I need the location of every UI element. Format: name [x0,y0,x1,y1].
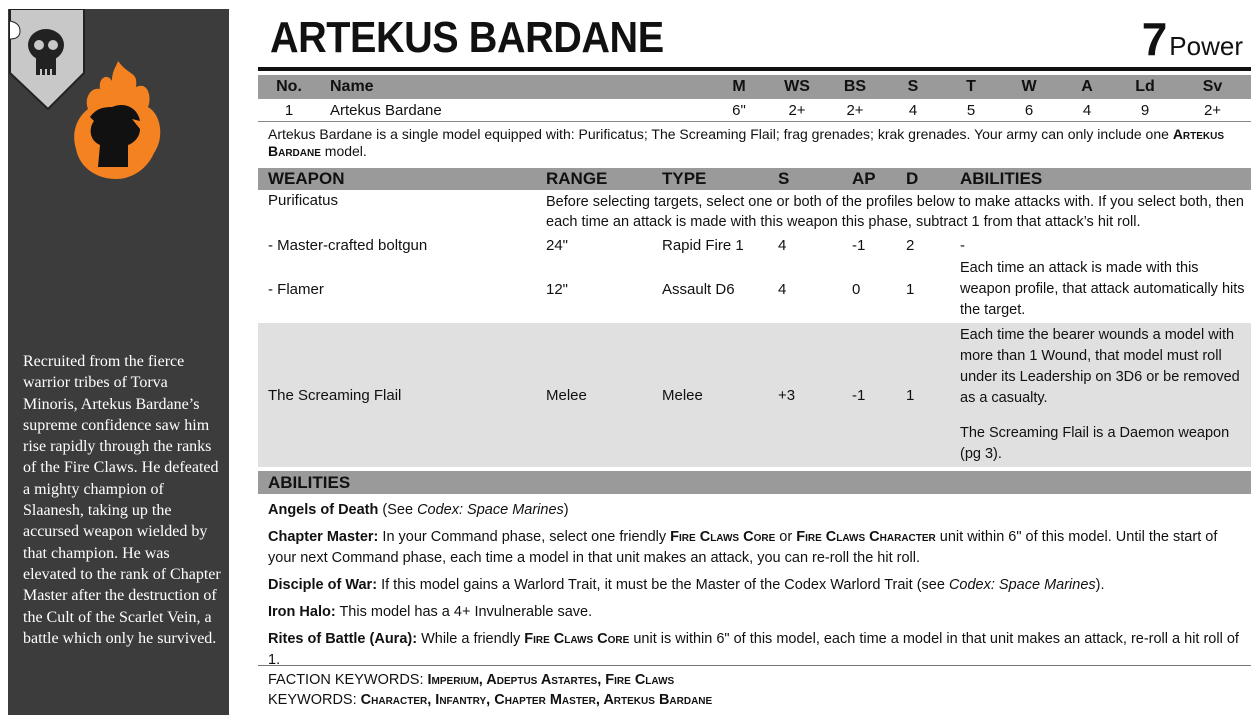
ability-name: Angels of Death [268,502,379,518]
unit-keywords [268,690,1251,710]
stat-header: W [1000,75,1058,99]
weapon-damage: 2 [906,236,915,254]
weapon-type: Rapid Fire 1 [662,236,744,254]
stat-cell: 2+ [826,99,884,122]
weapon-range: Melee [536,323,652,467]
power-label: Power [1169,31,1243,61]
stat-header: S [884,75,942,99]
ability-text: (See [382,502,414,518]
flail-ability-text: Each time the bearer wounds a model with more than 1 Wound, that model must roll under its Leadership on 3D6 or be removed as a casualty. [960,327,1240,406]
keywords-block [258,665,1251,710]
weapon-header: AP [842,168,896,190]
weapon-row-flamer [258,256,1251,323]
description-keyword: Artekus Bardane [268,126,1225,159]
flail-daemon-note: The Screaming Flail is a Daemon weapon (pg 3). [960,425,1230,462]
ability-text: unit within 6" of this model. Until the start of your next Command phase, each time a model in that unit makes an attack, you can re-roll the hit roll. [268,529,1218,566]
weapon-name: - Master-crafted boltgun [268,236,428,254]
lore-sidebar [8,9,229,715]
stat-row [258,99,1251,122]
weapon-ap: -1 [842,323,896,467]
weapon-header: D [896,168,950,190]
faction-keywords-values: Imperium, Adeptus Astartes, Fire Claws [427,672,675,688]
ability-keyword: Fire Claws Core [524,631,630,647]
faction-keywords-label: FACTION KEYWORDS: [268,672,424,688]
unit-title: ARTEKUS BARDANE [270,13,664,62]
stat-cell: Artekus Bardane [320,99,710,122]
stat-header: BS [826,75,884,99]
ability-text: or [779,529,793,545]
weapon-damage: 1 [896,323,950,467]
codex-reference: Codex: Space Marines [417,502,564,518]
weapon-ap: 0 [852,281,861,298]
stat-header: Sv [1174,75,1251,99]
ability-name: Iron Halo: [268,604,336,620]
ability-name: Disciple of War: [268,577,378,593]
weapon-ap: -1 [852,236,866,254]
weapon-strength: 4 [778,281,787,298]
ability-text: This model has a 4+ Invulnerable save. [339,604,593,620]
stat-header: A [1058,75,1116,99]
ability-keyword: Fire Claws Character [796,529,936,545]
weapon-type: Melee [652,323,768,467]
stat-header: T [942,75,1000,99]
title-rule [258,67,1251,71]
stat-header: WS [768,75,826,99]
codex-reference: Codex: Space Marines [948,577,1096,593]
stat-header: No. [258,75,320,99]
ability-text: ). [1095,577,1105,593]
stat-cell: 4 [884,99,942,122]
datasheet [258,0,1251,724]
weapon-name: The Screaming Flail [258,323,536,467]
stat-cell: 5 [942,99,1000,122]
weapon-header-row [258,168,1251,190]
weapon-ability: Before selecting targets, select one or both of the profiles below to make attacks with. If you select both, then each time an attack is made with this weapon this phase, subtract 1 from that attack’s hit roll. [546,194,1244,230]
unit-description [268,126,1248,160]
weapon-ability [950,323,1251,467]
weapon-table [258,168,1251,467]
stat-cell: 2+ [768,99,826,122]
stat-header: Name [320,75,710,99]
ability-text: If this model gains a Warlord Trait, it must be the Master of the Codex Warlord Trait (see [381,577,945,593]
weapon-range: 24" [546,236,569,254]
power-rating [1142,14,1243,64]
stat-table [258,75,1251,122]
weapon-header: TYPE [652,168,768,190]
stat-header: M [710,75,768,99]
stat-cell: 4 [1058,99,1116,122]
ability-text: unit is within 6" of this model, each time a model in that unit makes an attack, re-roll a hit roll of 1. [268,631,1239,668]
stat-cell: 6 [1000,99,1058,122]
weapon-strength: +3 [768,323,842,467]
weapon-ability: - [960,236,965,254]
ability-chapter-master [268,527,1243,569]
weapon-damage: 1 [906,281,915,298]
weapon-row-purificatus [258,190,1251,234]
keywords-values: Character, Infantry, Chapter Master, Artekus Bardane [360,692,713,708]
weapon-row-boltgun [258,234,1251,256]
description-tail: model. [324,143,367,159]
ability-text: ) [563,502,569,518]
abilities-header: ABILITIES [258,471,1251,494]
abilities-list [268,500,1243,677]
weapon-type: Assault D6 [662,281,735,298]
lore-text: Recruited from the fierce warrior tribes of Torva Minoris, Artekus Bardane’s supreme confidence saw him rise rapidly through the ranks of the Fire Claws. He defeated a mighty champion of Slaanesh, taking up the accursed weapon wielded by that champion. He was elevated to the rank of Chapter Master after the destruction of the Cult of the Scarlet Vein, a battle which only he survived. [23,353,221,647]
weapon-name: - Flamer [268,281,324,298]
weapon-header: RANGE [536,168,652,190]
weapon-header: S [768,168,842,190]
faction-keywords [268,670,1251,690]
stat-header: Ld [1116,75,1174,99]
weapon-name: Purificatus [268,192,339,209]
ability-iron-halo [268,602,1243,623]
weapon-range: 12" [546,281,569,298]
ability-keyword: Fire Claws Core [670,529,776,545]
keywords-label: KEYWORDS: [268,692,357,708]
weapon-strength: 4 [778,236,787,254]
weapon-ability: Each time an attack is made with this weapon profile, that attack automatically hits the target. [960,260,1245,318]
power-value: 7 [1141,13,1168,65]
ability-name: Rites of Battle (Aura): [268,631,418,647]
stat-cell: 1 [258,99,320,122]
fire-claws-flame-icon [68,57,168,187]
ability-name: Chapter Master: [268,529,379,545]
ability-disciple-of-war [268,575,1243,596]
ability-angels-of-death [268,500,1243,521]
stat-cell: 9 [1116,99,1174,122]
description-text: Artekus Bardane is a single model equipped with: Purificatus; The Screaming Flail; frag grenades; krak grenades. Your army can only include one [268,126,1169,142]
weapon-header: ABILITIES [950,168,1251,190]
stat-cell: 6" [710,99,768,122]
ability-text: While a friendly [421,631,521,647]
stat-cell: 2+ [1174,99,1251,122]
weapon-row-flail [258,323,1251,467]
weapon-header: WEAPON [258,168,536,190]
stat-header-row [258,75,1251,99]
ability-text: In your Command phase, select one friendly [382,529,667,545]
